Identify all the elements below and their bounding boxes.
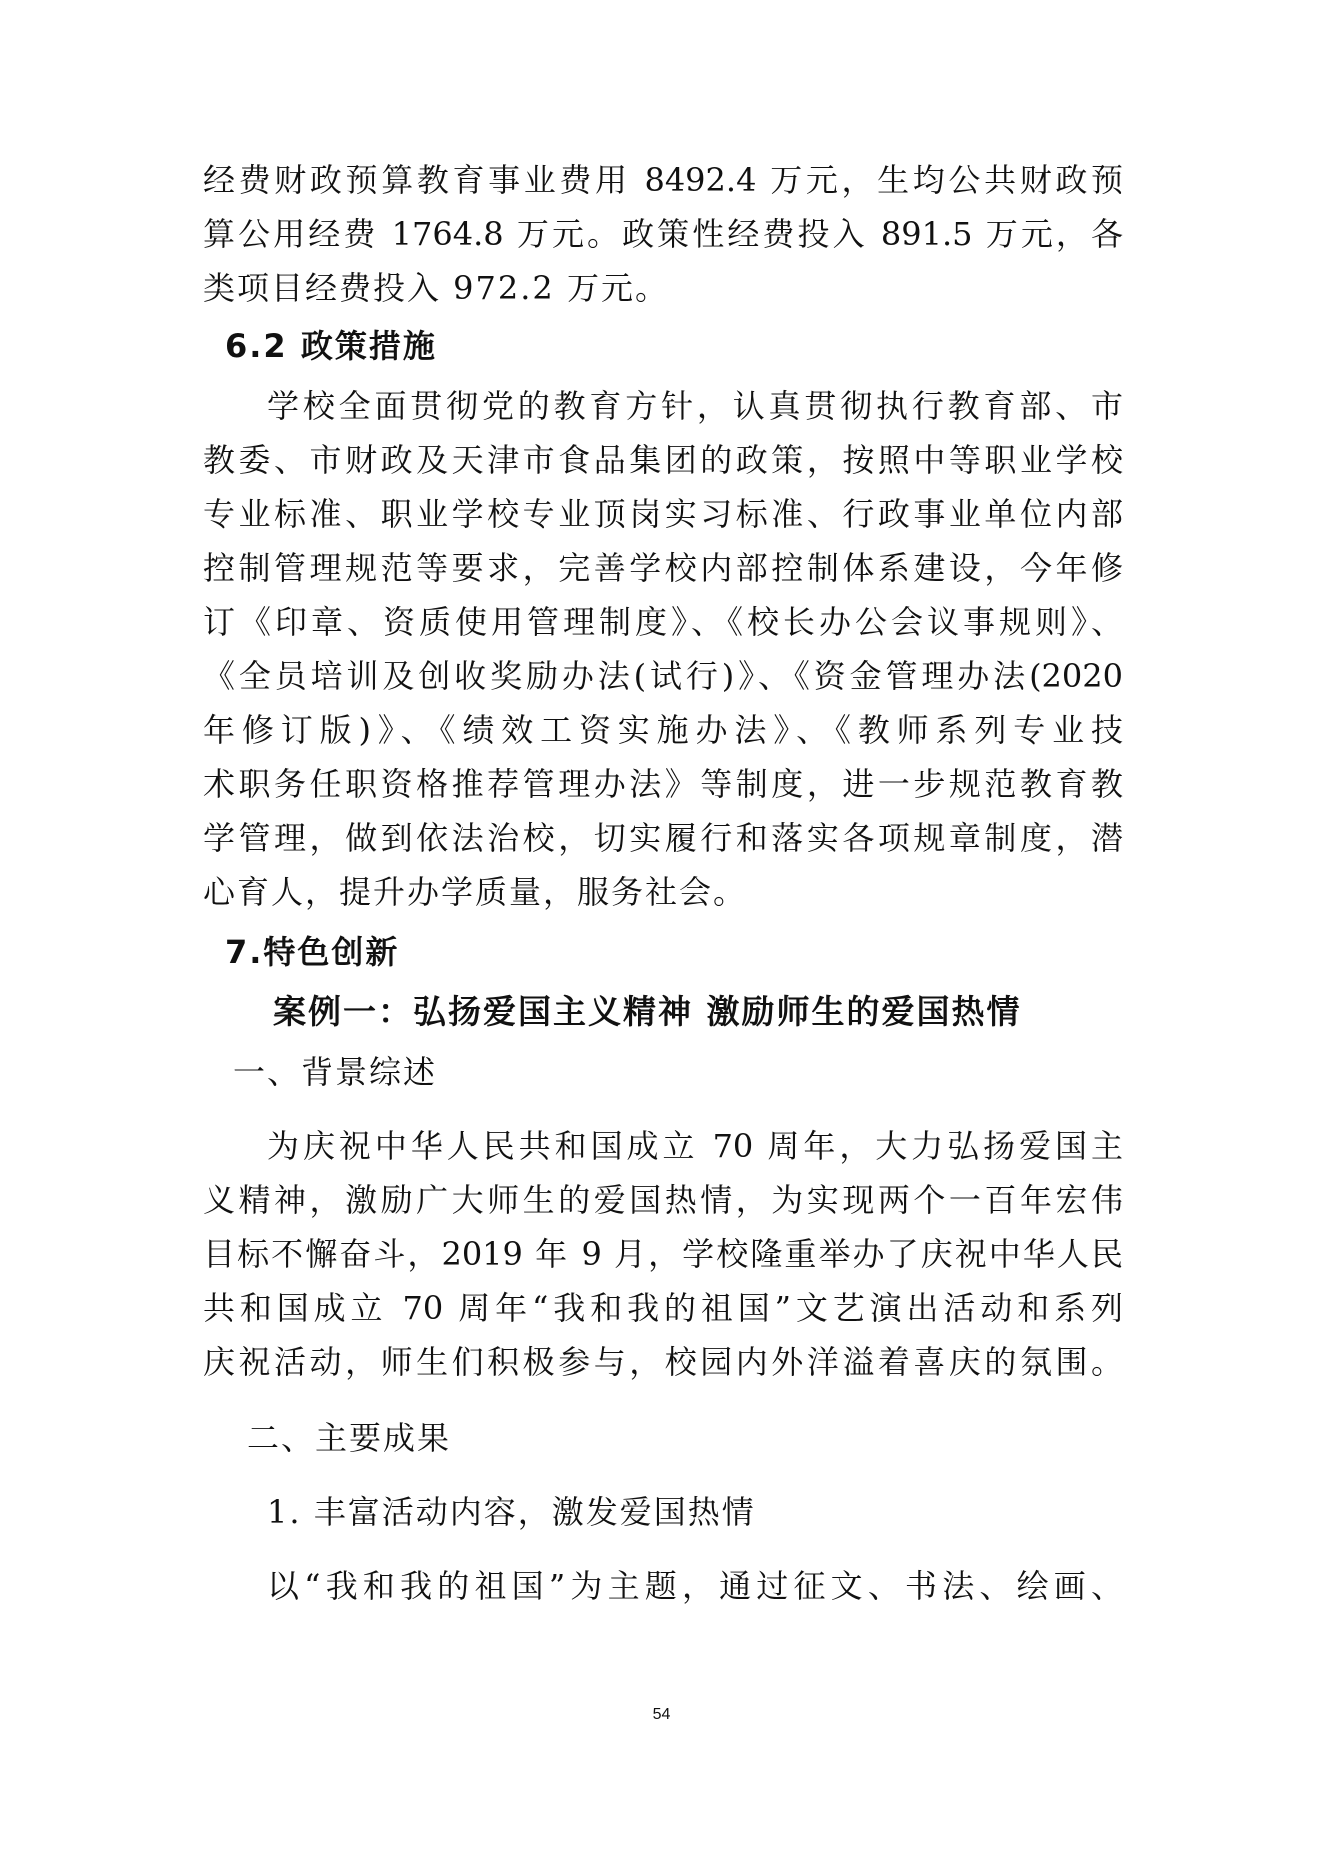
body-line: 专业标准、职业学校专业顶岗实习标准、行政事业单位内部	[203, 495, 1123, 533]
body-line: 庆祝活动，师生们积极参与，校园内外洋溢着喜庆的氛围。	[203, 1343, 1123, 1381]
section-7-title: 7.特色创新	[225, 933, 400, 971]
results-heading: 二、主要成果	[247, 1419, 452, 1457]
background-heading: 一、背景综述	[233, 1053, 438, 1091]
body-line: 《全员培训及创收奖励办法(试行)》、《资金管理办法(2020	[203, 657, 1123, 695]
body-line: 共和国成立 70 周年“我和我的祖国”文艺演出活动和系列	[203, 1289, 1123, 1327]
page-number: 54	[652, 1706, 671, 1723]
body-line: 经费财政预算教育事业费用 8492.4 万元，生均公共财政预	[203, 161, 1123, 199]
body-line: 以“我和我的祖国”为主题，通过征文、书法、绘画、	[267, 1567, 1123, 1605]
body-line: 类项目经费投入 972.2 万元。	[203, 269, 669, 307]
body-line: 目标不懈奋斗，2019 年 9 月，学校隆重举办了庆祝中华人民	[203, 1235, 1123, 1273]
body-line: 订《印章、资质使用管理制度》、《校长办公会议事规则》、	[203, 603, 1123, 641]
body-line: 学校全面贯彻党的教育方针，认真贯彻执行教育部、市	[267, 387, 1123, 425]
body-line: 心育人，提升办学质量，服务社会。	[203, 873, 748, 911]
case-title: 案例一：弘扬爱国主义精神 激励师生的爱国热情	[273, 992, 1022, 1031]
body-line: 学管理，做到依法治校，切实履行和落实各项规章制度，潜	[203, 819, 1123, 857]
body-line: 控制管理规范等要求，完善学校内部控制体系建设，今年修	[203, 549, 1123, 587]
body-line: 为庆祝中华人民共和国成立 70 周年，大力弘扬爱国主	[267, 1127, 1123, 1165]
body-line: 教委、市财政及天津市食品集团的政策，按照中等职业学校	[203, 441, 1123, 479]
body-line: 年修订版)》、《绩效工资实施办法》、《教师系列专业技	[203, 711, 1123, 749]
body-line: 术职务任职资格推荐管理办法》等制度，进一步规范教育教	[203, 765, 1123, 803]
body-line: 义精神，激励广大师生的爱国热情，为实现两个一百年宏伟	[203, 1181, 1123, 1219]
section-6-2-title: 6.2 政策措施	[225, 327, 437, 365]
results-item-1: 1. 丰富活动内容，激发爱国热情	[267, 1493, 756, 1531]
body-line: 算公用经费 1764.8 万元。政策性经费投入 891.5 万元，各	[203, 215, 1123, 253]
